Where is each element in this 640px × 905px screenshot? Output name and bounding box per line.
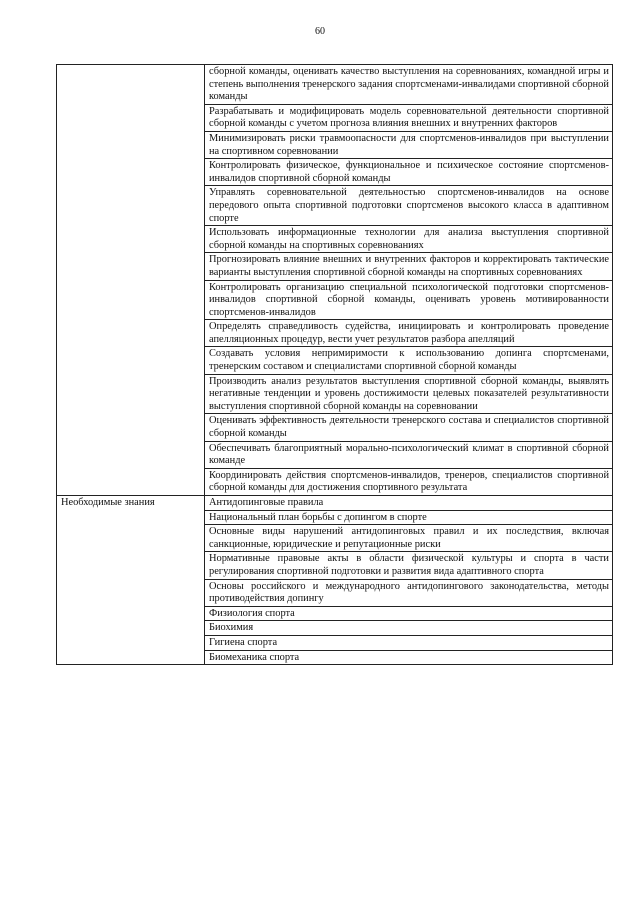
knowledge-item: Основы российского и международного антидопингового законодательства, методы противодействия допингу [205,579,613,606]
skill-item: Использовать информационные технологии для анализа выступления спортивной сборной команды на спортивных соревнованиях [205,226,613,253]
skill-label [57,65,205,496]
knowledge-item: Национальный план борьбы с допингом в спорте [205,510,613,525]
skill-item: Управлять соревновательной деятельностью спортсменов-инвалидов на основе передового опыта спортивной подготовки спортсменов высокого класса в адаптивном спорте [205,186,613,226]
skill-item: Координировать действия спортсменов-инвалидов, тренеров, специалистов спортивной сборной команды для достижения спортивного результата [205,468,613,495]
requirements-table-body [57,65,613,665]
knowledge-item: Биохимия [205,621,613,636]
skill-item: сборной команды, оценивать качество выступления на соревнованиях, командной игры и степень выполнения тренерского задания спортсменами-инвалидами спортивной сборной команды [205,65,613,105]
knowledge-item: Гигиена спорта [205,635,613,650]
skill-item: Оценивать эффективность деятельности тренерского состава и специалистов спортивной сборной команды [205,414,613,441]
skill-item: Обеспечивать благоприятный морально-психологический климат в спортивной сборной команде [205,441,613,468]
skill-item: Определять справедливость судейства, инициировать и контролировать проведение апелляционных процедур, вести учет результатов разбора апелляций [205,320,613,347]
skill-item: Создавать условия непримиримости к использованию допинга спортсменами, тренерским составом и специалистами спортивной сборной команды [205,347,613,374]
skill-item: Производить анализ результатов выступления спортивной сборной команды, выявлять негативные тенденции и уровень достижимости целевых показателей результативности выступления спортивной сборной команды на соревновании [205,374,613,414]
skill-item: Контролировать физическое, функциональное и психическое состояние спортсменов-инвалидов спортивной сборной команды [205,159,613,186]
knowledge-row [57,496,613,511]
skill-row [57,65,613,105]
knowledge-item: Антидопинговые правила [205,496,613,511]
requirements-table [56,64,613,665]
skill-item: Разрабатывать и модифицировать модель соревновательной деятельности спортивной сборной команды с учетом прогноза влияния внешних и внутренних факторов [205,104,613,131]
knowledge-label: Необходимые знания [57,496,205,665]
page-number: 60 [315,26,325,37]
knowledge-item: Физиология спорта [205,606,613,621]
skill-item: Минимизировать риски травмоопасности для спортсменов-инвалидов при выступлении на спортивном соревновании [205,131,613,158]
skill-item: Контролировать организацию специальной психологической подготовки спортсменов-инвалидов спортивной сборной команды, оценивать уровень мотивированности спортсменов-инвалидов [205,280,613,320]
knowledge-item: Биомеханика спорта [205,650,613,665]
knowledge-item: Нормативные правовые акты в области физической культуры и спорта в части регулирования спортивной подготовки и развития вида адаптивного спорта [205,552,613,579]
skill-item: Прогнозировать влияние внешних и внутренних факторов и корректировать тактические варианты выступления спортивной сборной команды на спортивных соревнованиях [205,253,613,280]
knowledge-item: Основные виды нарушений антидопинговых правил и их последствия, включая санкционные, юридические и репутационные риски [205,525,613,552]
